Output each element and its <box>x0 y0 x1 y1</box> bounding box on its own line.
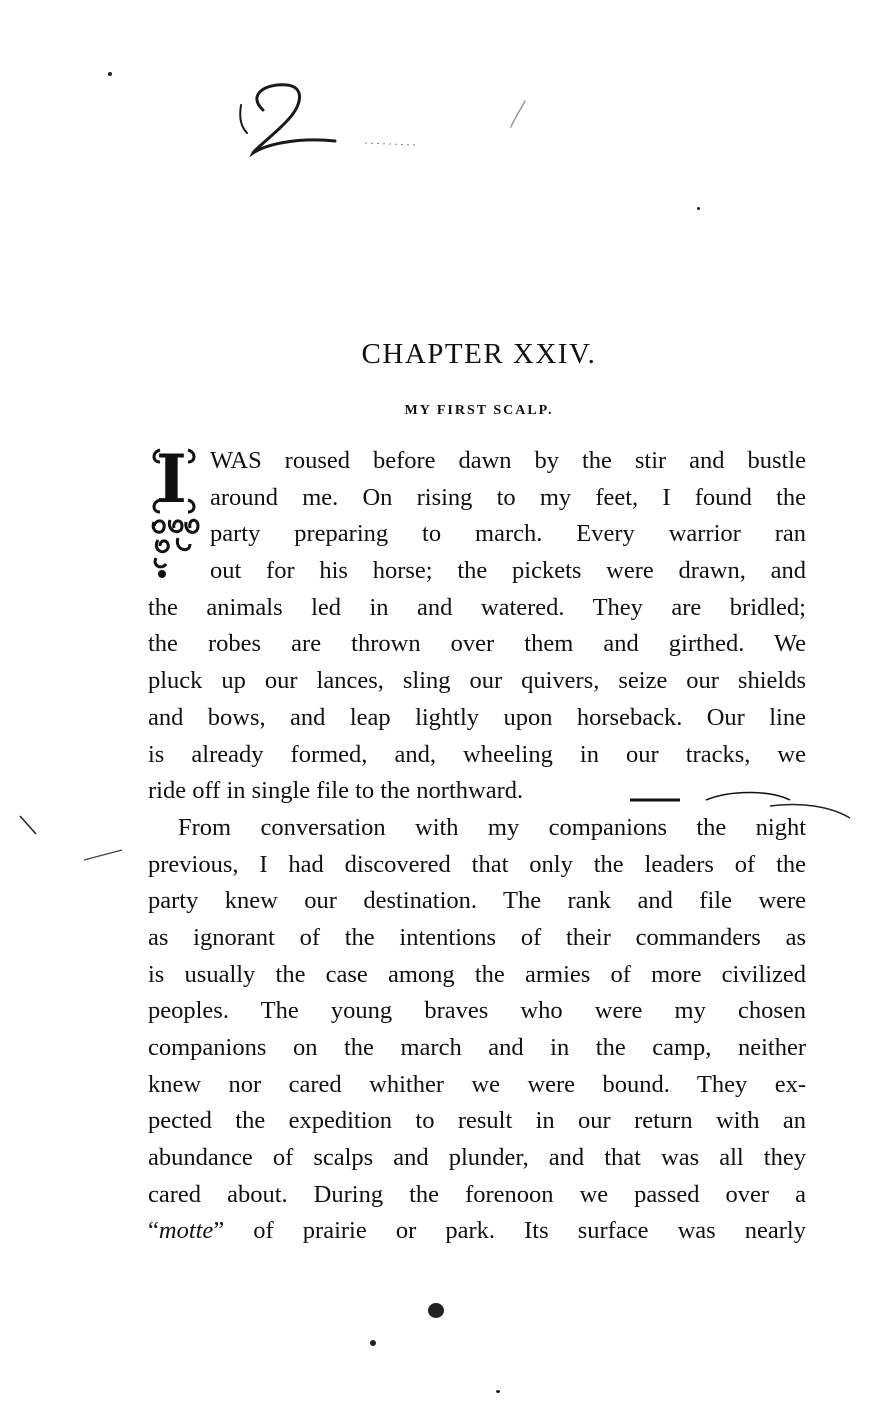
text-line: cared about. During the forenoon we passed over a <box>148 1180 806 1208</box>
text-line: companions on the march and in the camp, neither <box>148 1034 806 1061</box>
speck <box>496 1390 500 1393</box>
text-line: ride off in single file to the northward. <box>148 777 524 805</box>
open-quote: “ <box>148 1217 159 1245</box>
text-line: previous, I had discovered that only the leaders of the <box>148 850 806 878</box>
text-line: knew nor cared whither we were bound. They ex- <box>148 1070 806 1098</box>
body-text <box>148 443 806 1250</box>
speck <box>428 1303 444 1318</box>
text-line: around me. On rising to my feet, I found the <box>210 483 806 511</box>
text-line-last <box>148 1213 806 1250</box>
text-line: party preparing to march. Every warrior ran <box>210 520 806 548</box>
text-line: pected the expedition to result in our return with an <box>148 1107 806 1135</box>
text-line: From conversation with my companions the night <box>178 813 806 841</box>
text-line: out for his horse; the pickets were drawn, and <box>210 557 806 585</box>
italic-term: motte <box>158 1217 214 1245</box>
text-line: is already formed, and, wheeling in our tracks, we <box>148 740 806 768</box>
speck <box>108 72 112 76</box>
text-line: WAS roused before dawn by the stir and bustle <box>210 447 806 474</box>
chapter-subtitle: MY FIRST SCALP. <box>404 403 554 418</box>
pencil-mark <box>14 812 144 872</box>
text-line: and bows, and leap lightly upon horseback. Our line <box>148 703 806 731</box>
chapter-title: CHAPTER XXIV. <box>361 338 597 370</box>
text-line: abundance of scalps and plunder, and that was all they <box>148 1144 806 1172</box>
text-line: pluck up our lances, sling our quivers, seize our shields <box>148 667 806 695</box>
speck <box>697 207 700 210</box>
drop-cap-letter: I <box>156 440 187 518</box>
text-line: as ignorant of the intentions of their commanders as <box>148 923 806 951</box>
text-line: party knew our destination. The rank and file were <box>148 887 806 915</box>
text-line: peoples. The young braves who were my chosen <box>148 997 806 1025</box>
text-line: the animals led in and watered. They are bridled; <box>148 593 806 621</box>
handwritten-numeral <box>225 65 555 175</box>
text-line: is usually the case among the armies of more civilized <box>148 960 806 988</box>
line-remainder: of prairie or park. Its surface was nearly <box>224 1217 806 1245</box>
speck <box>370 1340 376 1346</box>
close-quote: ” <box>213 1217 225 1245</box>
text-line: the robes are thrown over them and girthed. We <box>148 630 806 658</box>
